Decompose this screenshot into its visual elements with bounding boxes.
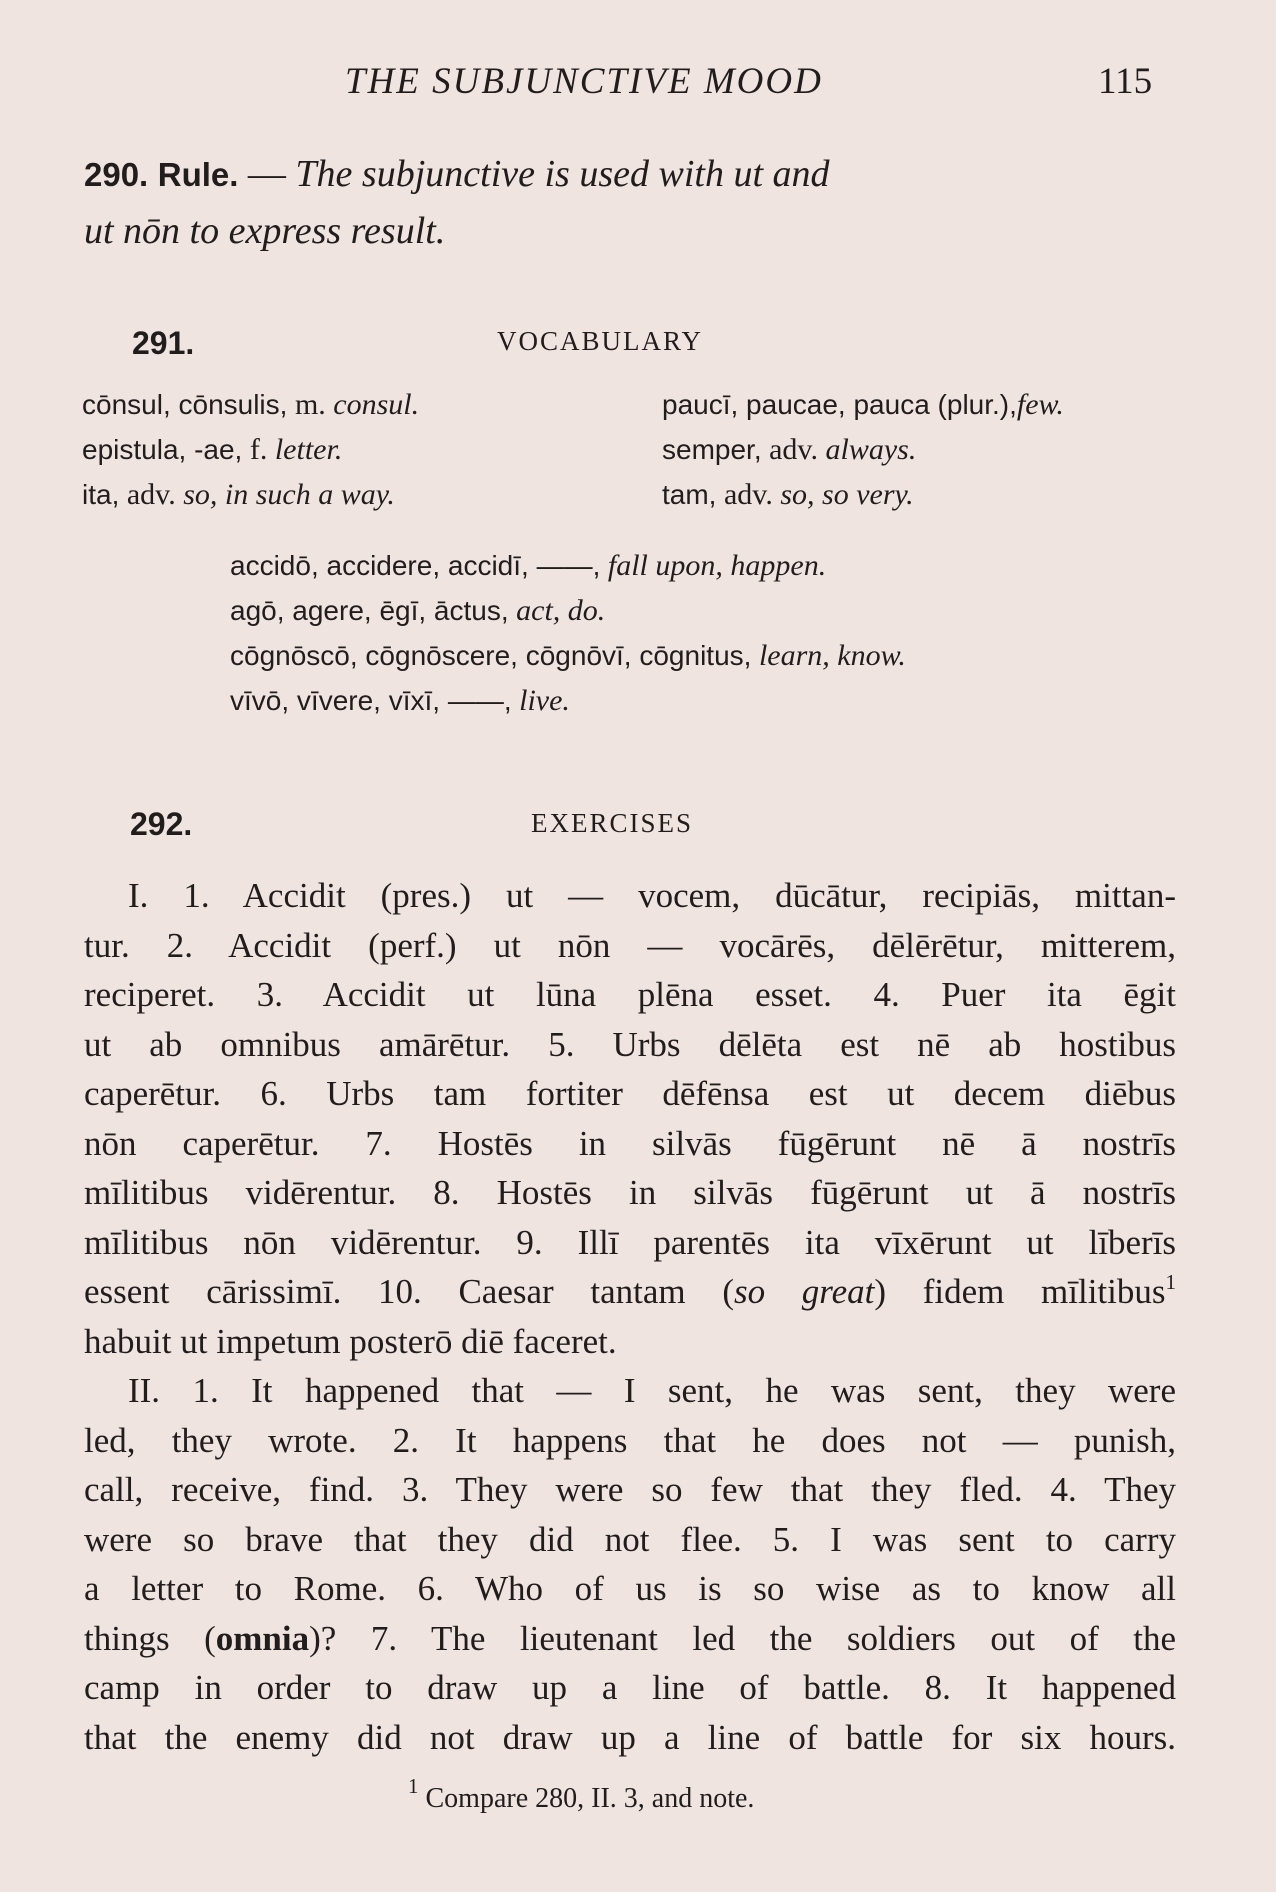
verb-entry: cōgnōscō, cōgnōscere, cōgnōvī, cōgnitus, learn, know. (230, 639, 906, 672)
exercise-line: ut ab omnibus amārētur. 5. Urbs dēlēta est nē ab hostibus (84, 1024, 1176, 1064)
rule-dash: — (238, 153, 296, 195)
latin-omnia: omnia (215, 1618, 310, 1658)
rule-label: Rule. (157, 156, 239, 193)
exercise-line: mīlitibus nōn vidērentur. 9. Illī parentēs ita vīxērunt ut līberīs (84, 1222, 1176, 1262)
gloss-so-great: so great (733, 1272, 875, 1311)
vocabulary-right-column (662, 382, 1064, 517)
exercise-line: things (omnia)? 7. The lieutenant led the soldiers out of the (84, 1618, 1176, 1658)
exercise-part-two (84, 1366, 1176, 1762)
exercise-line: nōn caperētur. 7. Hostēs in silvās fūgērunt nē ā nostrīs (84, 1123, 1176, 1163)
running-head: THE SUBJUNCTIVE MOOD (345, 61, 823, 102)
vocabulary-verb-list (230, 543, 906, 723)
exercise-line: tur. 2. Accidit (perf.) ut nōn — vocārēs, dēlērētur, mitterem, (84, 925, 1176, 965)
exercise-line: mīlitibus vidērentur. 8. Hostēs in silvās fūgērunt ut ā nostrīs (84, 1173, 1176, 1212)
rule-section-290 (84, 146, 1172, 259)
footnote (408, 1774, 755, 1815)
section-number-exercises: 292. (130, 806, 193, 842)
rule-text-line-1: The subjunctive is used with ut and (295, 153, 830, 195)
footnote-text: Compare 280, II. 3, and note. (425, 1783, 755, 1814)
exercise-line: call, receive, find. 3. They were so few that they fled. 4. They (84, 1470, 1176, 1509)
verb-entry: accidō, accidere, accidī, ——, fall upon, happen. (230, 549, 827, 582)
verb-entry: vīvō, vīvere, vīxī, ——, live. (230, 684, 570, 717)
exercise-line: led, they wrote. 2. It happens that he does not — punish, (84, 1420, 1176, 1460)
exercise-part-one (84, 871, 1176, 1366)
vocab-entry: semper, adv. always. (662, 433, 917, 466)
exercise-line: I. 1. Accidit (pres.) ut — vocem, dūcātur, recipiās, mittan- (128, 876, 1176, 915)
page-number: 115 (1098, 61, 1153, 102)
exercise-line: that the enemy did not draw up a line of battle for six hours. (84, 1717, 1176, 1757)
vocabulary-left-column (82, 382, 419, 517)
vocab-entry: epistula, -ae, f. letter. (82, 433, 343, 466)
section-number-vocabulary: 291. (132, 325, 195, 361)
exercise-line: habuit ut impetum posterō diē faceret. (84, 1321, 617, 1361)
rule-text-line-2: ut nōn to express result. (84, 210, 446, 252)
exercises-heading: EXERCISES (531, 808, 694, 838)
exercise-line: caperētur. 6. Urbs tam fortiter dēfēnsa est ut decem diēbus (84, 1074, 1176, 1113)
vocab-entry: tam, adv. so, so very. (662, 478, 914, 511)
verb-entry: agō, agere, ēgī, āctus, act, do. (230, 594, 606, 627)
vocab-entry: paucī, paucae, pauca (plur.),few. (662, 388, 1064, 421)
exercise-line: camp in order to draw up a line of battle. 8. It happened (84, 1668, 1176, 1707)
footnote-marker: 1 (408, 1774, 419, 1798)
vocab-entry: ita, adv. so, in such a way. (82, 478, 395, 511)
exercise-line: essent cārissimī. 10. Caesar tantam (so great) fidem mīlitibus$^1$ (84, 1270, 1176, 1311)
section-number: 290. (84, 156, 149, 193)
exercise-line: reciperet. 3. Accidit ut lūna plēna esset. 4. Puer ita ēgit (84, 975, 1176, 1014)
exercise-line: a letter to Rome. 6. Who of us is so wise as to know all (84, 1569, 1176, 1608)
vocabulary-heading: VOCABULARY (497, 326, 704, 356)
exercise-line: were so brave that they did not flee. 5. I was sent to carry (84, 1519, 1176, 1559)
exercise-line: II. 1. It happened that — I sent, he was sent, they were (128, 1371, 1176, 1410)
vocab-entry: cōnsul, cōnsulis, m. consul. (82, 388, 420, 421)
footnote-reference: 1 (1165, 1270, 1176, 1294)
